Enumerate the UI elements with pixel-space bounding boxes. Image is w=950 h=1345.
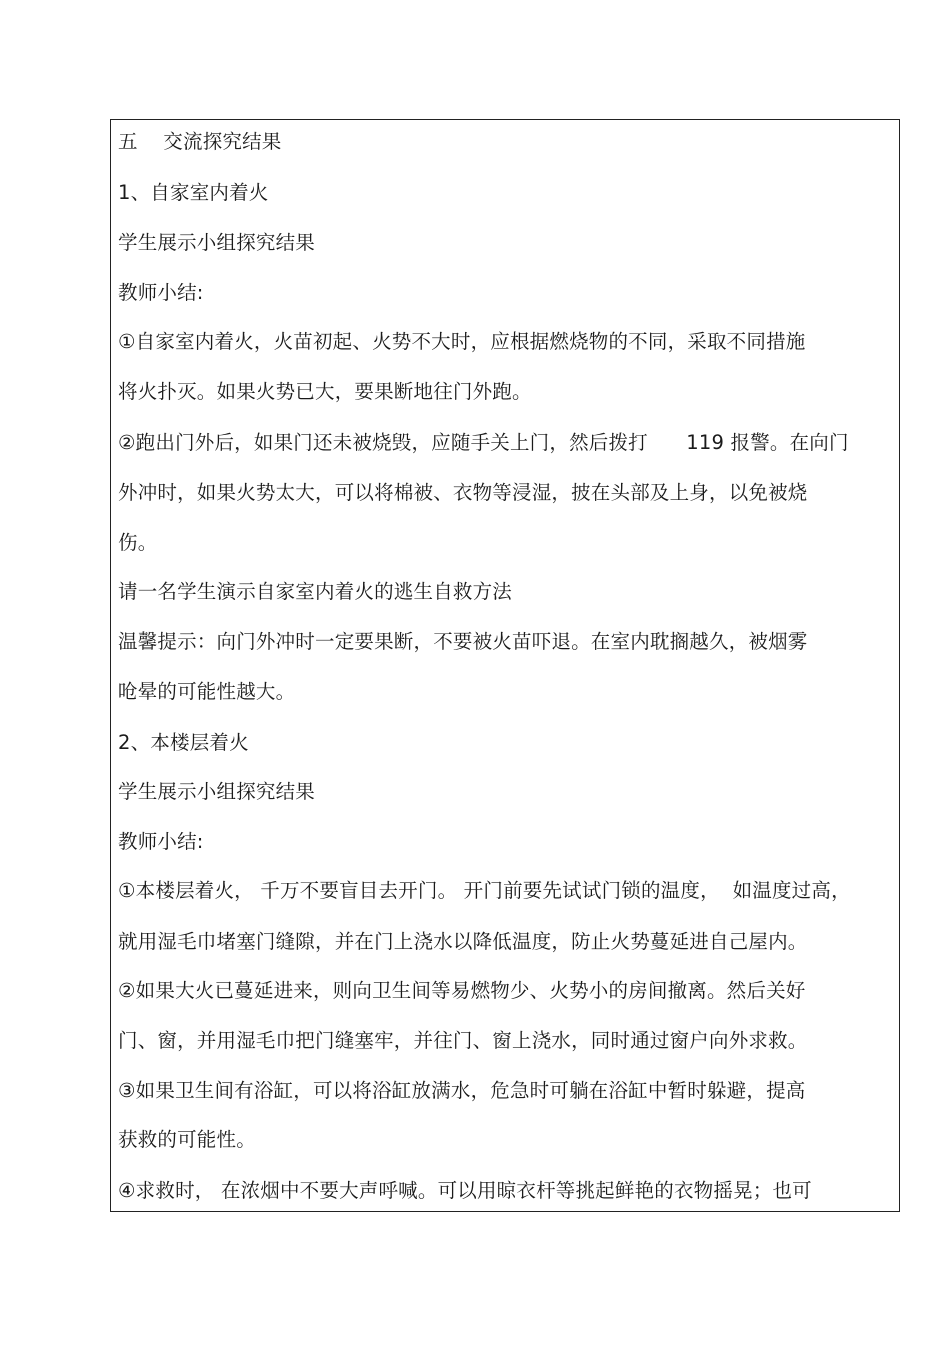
text-line: ①本楼层着火， 千万不要盲目去开门。 开门前要先试试门锁的温度， 如温度过高， [118, 879, 851, 902]
subsection-heading-2: 2、本楼层着火 [118, 731, 249, 754]
text-line: 外冲时，如果火势太大，可以将棉被、衣物等浸湿，披在头部及上身，以免被烧 [118, 481, 808, 504]
text-line: 伤。 [118, 531, 158, 554]
text-line: ②跑出门外后，如果门还未被烧毁，应随手关上门，然后拨打 119 报警。在向门 [118, 431, 849, 454]
text-line: 学生展示小组探究结果 [118, 231, 316, 254]
text-line: ④求救时， 在浓烟中不要大声呼喊。可以用晾衣杆等挑起鲜艳的衣物摇晃；也可 [118, 1179, 812, 1202]
text-line: 请一名学生演示自家室内着火的逃生自救方法 [118, 580, 513, 603]
section-heading: 五 交流探究结果 [118, 130, 282, 153]
text-line: 学生展示小组探究结果 [118, 780, 316, 803]
text-line: ②如果大火已蔓延进来，则向卫生间等易燃物少、火势小的房间撤离。然后关好 [118, 979, 806, 1002]
text-line: 将火扑灭。如果火势已大，要果断地往门外跑。 [118, 380, 532, 403]
text-line: 教师小结: [118, 830, 204, 853]
text-line: 门、窗，并用湿毛巾把门缝塞牢，并往门、窗上浇水，同时通过窗户向外求救。 [118, 1029, 808, 1052]
text-line: 就用湿毛巾堵塞门缝隙，并在门上浇水以降低温度，防止火势蔓延进自己屋内。 [118, 930, 808, 953]
subsection-heading-1: 1、自家室内着火 [118, 181, 269, 204]
text-line: 呛晕的可能性越大。 [118, 680, 296, 703]
text-line: 温馨提示：向门外冲时一定要果断，不要被火苗吓退。在室内耽搁越久，被烟雾 [118, 630, 808, 653]
text-line: ①自家室内着火，火苗初起、火势不大时，应根据燃烧物的不同，采取不同措施 [118, 330, 806, 353]
text-line: 获救的可能性。 [118, 1128, 256, 1151]
text-line: 教师小结: [118, 281, 204, 304]
text-line: ③如果卫生间有浴缸，可以将浴缸放满水，危急时可躺在浴缸中暂时躲避，提高 [118, 1079, 806, 1102]
